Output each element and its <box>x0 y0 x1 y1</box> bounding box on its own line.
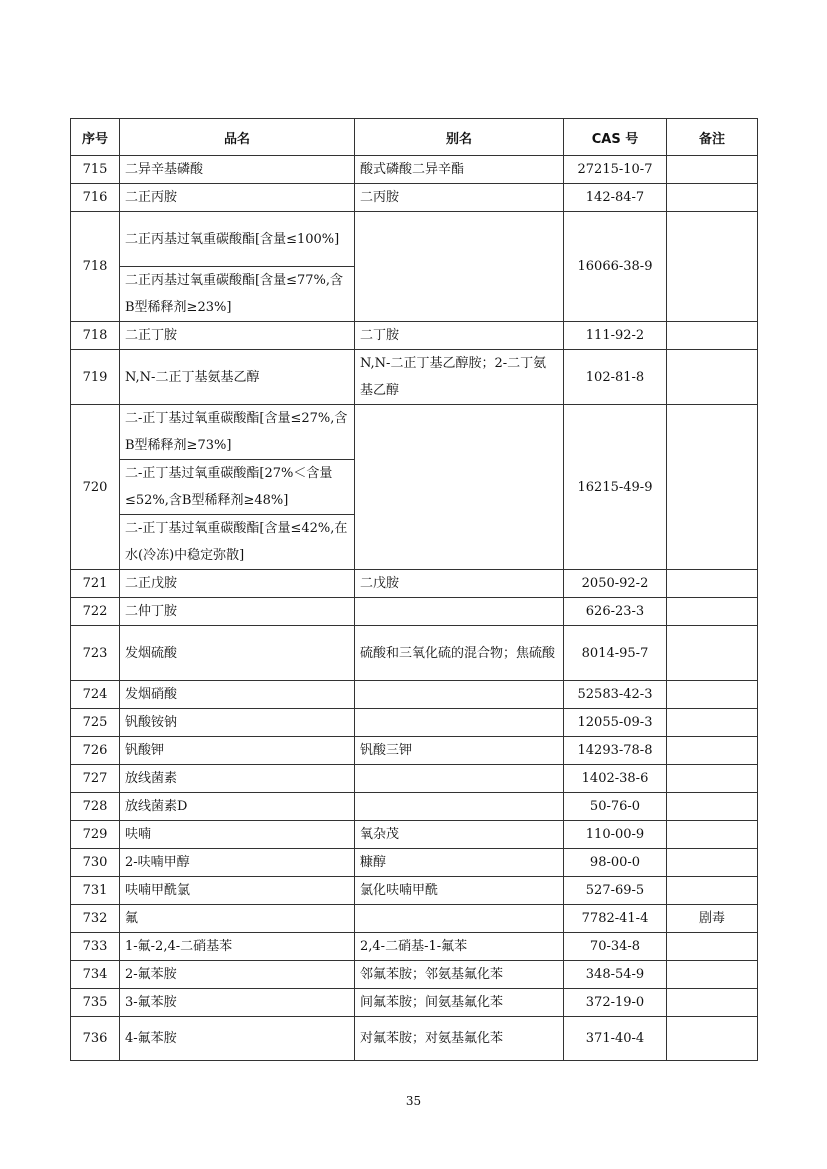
product-name-cell: 二仲丁胺 <box>120 598 355 626</box>
chemical-list-table <box>70 118 758 1061</box>
table-row <box>71 765 758 793</box>
serial-number-cell: 731 <box>71 877 120 905</box>
product-name-cell: 氟 <box>120 905 355 933</box>
alias-cell <box>355 598 564 626</box>
serial-number-cell: 719 <box>71 350 120 405</box>
table-row <box>71 156 758 184</box>
remarks-cell <box>667 1017 758 1061</box>
product-name-cell: 2-氟苯胺 <box>120 961 355 989</box>
remarks-cell <box>667 681 758 709</box>
serial-number-cell: 721 <box>71 570 120 598</box>
alias-cell: 二丁胺 <box>355 322 564 350</box>
product-name-cell: 3-氟苯胺 <box>120 989 355 1017</box>
alias-cell: 二戊胺 <box>355 570 564 598</box>
cas-number-cell: 98-00-0 <box>564 849 667 877</box>
product-name-cell: 1-氟-2,4-二硝基苯 <box>120 933 355 961</box>
alias-cell: 糠醇 <box>355 849 564 877</box>
table-row <box>71 598 758 626</box>
table-row <box>71 681 758 709</box>
alias-cell <box>355 212 564 322</box>
product-name-cell: 二-正丁基过氧重碳酸酯[含量≤42%,在水(冷冻)中稳定弥散] <box>120 515 355 570</box>
remarks-cell <box>667 350 758 405</box>
table-row <box>71 570 758 598</box>
remarks-cell <box>667 322 758 350</box>
serial-number-cell: 715 <box>71 156 120 184</box>
serial-number-cell: 728 <box>71 793 120 821</box>
remarks-cell <box>667 405 758 570</box>
serial-number-cell: 733 <box>71 933 120 961</box>
table-row <box>71 793 758 821</box>
remarks-cell <box>667 933 758 961</box>
remarks-cell <box>667 570 758 598</box>
header-serial-no: 序号 <box>71 119 120 156</box>
product-name-cell: 发烟硝酸 <box>120 681 355 709</box>
remarks-cell <box>667 212 758 322</box>
serial-number-cell: 718 <box>71 322 120 350</box>
product-name-cell: 钒酸钾 <box>120 737 355 765</box>
product-name-cell: 二正丁胺 <box>120 322 355 350</box>
remarks-cell: 剧毒 <box>667 905 758 933</box>
cas-number-cell: 372-19-0 <box>564 989 667 1017</box>
alias-cell: 氧杂茂 <box>355 821 564 849</box>
table-row <box>71 961 758 989</box>
alias-cell: 邻氟苯胺；邻氨基氟化苯 <box>355 961 564 989</box>
product-name-cell: 二正丙基过氧重碳酸酯[含量≤100%] <box>120 212 355 267</box>
product-name-cell: 放线菌素 <box>120 765 355 793</box>
serial-number-cell: 729 <box>71 821 120 849</box>
cas-number-cell: 1402-38-6 <box>564 765 667 793</box>
remarks-cell <box>667 709 758 737</box>
table-body <box>71 156 758 1061</box>
serial-number-cell: 724 <box>71 681 120 709</box>
table-row <box>71 821 758 849</box>
alias-cell <box>355 709 564 737</box>
alias-cell: N,N-二正丁基乙醇胺；2-二丁氨基乙醇 <box>355 350 564 405</box>
product-name-cell: 4-氟苯胺 <box>120 1017 355 1061</box>
cas-number-cell: 527-69-5 <box>564 877 667 905</box>
alias-cell <box>355 681 564 709</box>
product-name-cell: N,N-二正丁基氨基乙醇 <box>120 350 355 405</box>
cas-number-cell: 2050-92-2 <box>564 570 667 598</box>
alias-cell: 对氟苯胺；对氨基氟化苯 <box>355 1017 564 1061</box>
table-row <box>71 737 758 765</box>
serial-number-cell: 727 <box>71 765 120 793</box>
alias-cell: 钒酸三钾 <box>355 737 564 765</box>
alias-cell: 2,4-二硝基-1-氟苯 <box>355 933 564 961</box>
cas-number-cell: 102-81-8 <box>564 350 667 405</box>
cas-number-cell: 52583-42-3 <box>564 681 667 709</box>
product-name-cell: 二正戊胺 <box>120 570 355 598</box>
serial-number-cell: 722 <box>71 598 120 626</box>
table-row <box>71 405 758 460</box>
product-name-cell: 钒酸铵钠 <box>120 709 355 737</box>
alias-cell: 二丙胺 <box>355 184 564 212</box>
alias-cell: 硫酸和三氧化硫的混合物；焦硫酸 <box>355 626 564 681</box>
header-product-name: 品名 <box>120 119 355 156</box>
cas-number-cell: 8014-95-7 <box>564 626 667 681</box>
product-name-cell: 二正丙胺 <box>120 184 355 212</box>
cas-number-cell: 14293-78-8 <box>564 737 667 765</box>
serial-number-cell: 725 <box>71 709 120 737</box>
cas-number-cell: 27215-10-7 <box>564 156 667 184</box>
cas-number-cell: 16066-38-9 <box>564 212 667 322</box>
product-name-cell: 二-正丁基过氧重碳酸酯[27%＜含量≤52%,含B型稀释剂≥48%] <box>120 460 355 515</box>
table-row <box>71 849 758 877</box>
header-cas-number: CAS 号 <box>564 119 667 156</box>
remarks-cell <box>667 156 758 184</box>
remarks-cell <box>667 184 758 212</box>
alias-cell <box>355 905 564 933</box>
table-row <box>71 905 758 933</box>
remarks-cell <box>667 793 758 821</box>
table-row <box>71 212 758 267</box>
cas-number-cell: 110-00-9 <box>564 821 667 849</box>
cas-number-cell: 70-34-8 <box>564 933 667 961</box>
page-number: 35 <box>405 1094 422 1108</box>
alias-cell <box>355 793 564 821</box>
table-row <box>71 1017 758 1061</box>
table-row <box>71 350 758 405</box>
remarks-cell <box>667 821 758 849</box>
serial-number-cell: 730 <box>71 849 120 877</box>
product-name-cell: 2-呋喃甲醇 <box>120 849 355 877</box>
serial-number-cell: 716 <box>71 184 120 212</box>
remarks-cell <box>667 765 758 793</box>
alias-cell <box>355 765 564 793</box>
table-row <box>71 933 758 961</box>
product-name-cell: 二正丙基过氧重碳酸酯[含量≤77%,含B型稀释剂≥23%] <box>120 267 355 322</box>
serial-number-cell: 734 <box>71 961 120 989</box>
table-header-row <box>71 119 758 156</box>
alias-cell: 间氟苯胺；间氨基氟化苯 <box>355 989 564 1017</box>
remarks-cell <box>667 626 758 681</box>
cas-number-cell: 7782-41-4 <box>564 905 667 933</box>
serial-number-cell: 726 <box>71 737 120 765</box>
header-alias: 别名 <box>355 119 564 156</box>
table-row <box>71 626 758 681</box>
remarks-cell <box>667 989 758 1017</box>
product-name-cell: 呋喃甲酰氯 <box>120 877 355 905</box>
serial-number-cell: 736 <box>71 1017 120 1061</box>
remarks-cell <box>667 737 758 765</box>
header-remarks: 备注 <box>667 119 758 156</box>
cas-number-cell: 12055-09-3 <box>564 709 667 737</box>
cas-number-cell: 348-54-9 <box>564 961 667 989</box>
alias-cell: 酸式磷酸二异辛酯 <box>355 156 564 184</box>
cas-number-cell: 626-23-3 <box>564 598 667 626</box>
serial-number-cell: 723 <box>71 626 120 681</box>
table-row <box>71 877 758 905</box>
remarks-cell <box>667 877 758 905</box>
cas-number-cell: 16215-49-9 <box>564 405 667 570</box>
product-name-cell: 呋喃 <box>120 821 355 849</box>
serial-number-cell: 718 <box>71 212 120 322</box>
serial-number-cell: 732 <box>71 905 120 933</box>
cas-number-cell: 371-40-4 <box>564 1017 667 1061</box>
cas-number-cell: 142-84-7 <box>564 184 667 212</box>
table-row <box>71 989 758 1017</box>
product-name-cell: 发烟硫酸 <box>120 626 355 681</box>
product-name-cell: 二-正丁基过氧重碳酸酯[含量≤27%,含B型稀释剂≥73%] <box>120 405 355 460</box>
product-name-cell: 放线菌素D <box>120 793 355 821</box>
cas-number-cell: 111-92-2 <box>564 322 667 350</box>
alias-cell: 氯化呋喃甲酰 <box>355 877 564 905</box>
cas-number-cell: 50-76-0 <box>564 793 667 821</box>
table-row <box>71 709 758 737</box>
remarks-cell <box>667 961 758 989</box>
serial-number-cell: 720 <box>71 405 120 570</box>
table-row <box>71 322 758 350</box>
serial-number-cell: 735 <box>71 989 120 1017</box>
product-name-cell: 二异辛基磷酸 <box>120 156 355 184</box>
alias-cell <box>355 405 564 570</box>
remarks-cell <box>667 598 758 626</box>
remarks-cell <box>667 849 758 877</box>
table-row <box>71 184 758 212</box>
